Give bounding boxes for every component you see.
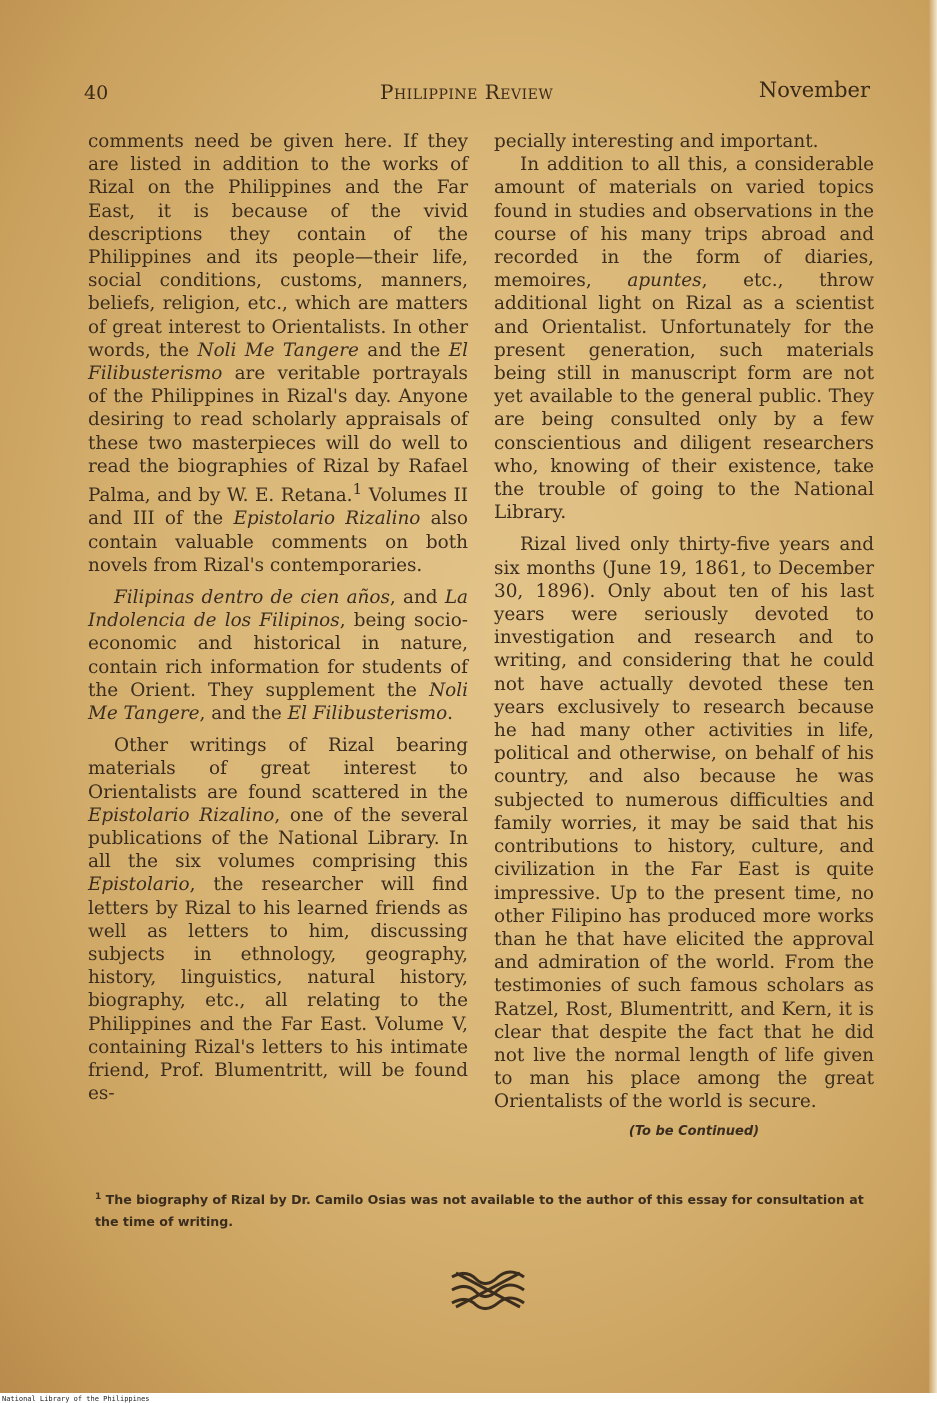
issue-month: November (758, 78, 870, 102)
footnote-mark: 1 (95, 1192, 102, 1202)
journal-title: Philippine Review (380, 80, 554, 104)
footnote (95, 1186, 875, 1233)
running-header (80, 78, 870, 108)
page-edge (929, 0, 937, 1393)
left-column (88, 130, 468, 1105)
paragraph: comments need be given here. If they are listed in addition to the works of Rizal on the Philippines and the Far East, it is because of the vivid descriptions they contain of the Philippines and its people—their life, social conditions, customs, manners, beliefs, religion, etc., which are matters of great interest to Orientalists. In other words, the Noli Me Tangere and the El Filibusterismo are veritable portrayals of the Philippines in Rizal's day. Anyone desiring to read scholarly appraisals of these two masterpieces will do well to read the biographies of Rizal by Rafael Palma, and by W. E. Retana.$^1$ Volumes II and III of the Epistolario Rizalino also contain valuable comments on both novels from Rizal's contemporaries. (88, 131, 469, 576)
footnote-mark: 1 (352, 480, 363, 499)
paragraph: Filipinas dentro de cien años, and La Indolencia de los Filipinos, being socio-economic and historical in nature, contain rich information for students of the Orient. They supplement the Noli Me Tangere, and the El Filibusterismo. (88, 586, 469, 724)
paragraph: Rizal lived only thirty-five years and six months (June 19, 1861, to December 30, 1896). Only about ten of his last years were seriously devoted to investigation and research and to writing, and considering that he could not have actually devoted these ten years exclusively to research because he had many other activities in life, political and otherwise, on behalf of his country, and also because he was subjected to numerous difficulties and family worries, it may be said that his contributions to history, culture, and civilization in the Far East is quite impressive. Up to the present time, no other Filipino has produced more works than he that have elicited the approval and admiration of the world. From the testimonies of such famous scholars as Ratzel, Rost, Blumentritt, and Kern, it is clear that despite the fact that he did not live the normal length of life given to man his place among the great Orientalists of the world is secure. (494, 534, 874, 1113)
right-column (494, 130, 874, 1143)
paragraph: pecially interesting and important. (494, 131, 819, 152)
paragraph: In addition to all this, a considerable amount of materials on varied topics found in studies and observations in the course of his many trips abroad and recorded in the form of diaries, memoires, apuntes, etc., throw additional light on Rizal as a scientist and Orientalist. Unfortunately for the present generation, such materials being still in manuscript form are not yet available to the general public. They are being consulted only by a few conscientious and diligent researchers who, knowing of their existence, take the trouble of going to the National Library. (494, 154, 874, 524)
paragraph: Other writings of Rizal bearing materials of great interest to Orientalists are found scattered in the Epistolario Rizalino, one of the several publications of the National Library. In all the six volumes comprising this Epistolario, the researcher will find letters by Rizal to his learned friends as well as letters to him, discussing subjects in ethnology, geography, history, linguistics, natural history, biography, etc., all relating to the Philippines and the Far East. Volume V, containing Rizal's letters to his intimate friend, Prof. Blumentritt, will be found es- (88, 735, 469, 1105)
footnote-text: The biography of Rizal by Dr. Camilo Osias was not available to the author of this essay for consultation at the time of writing. (95, 1192, 864, 1230)
ornament-icon (446, 1267, 530, 1313)
to-be-continued: (To be Continued) (628, 1123, 760, 1139)
page-number: 40 (84, 82, 109, 104)
scan-credit: National Library of the Philippines (2, 1395, 150, 1403)
